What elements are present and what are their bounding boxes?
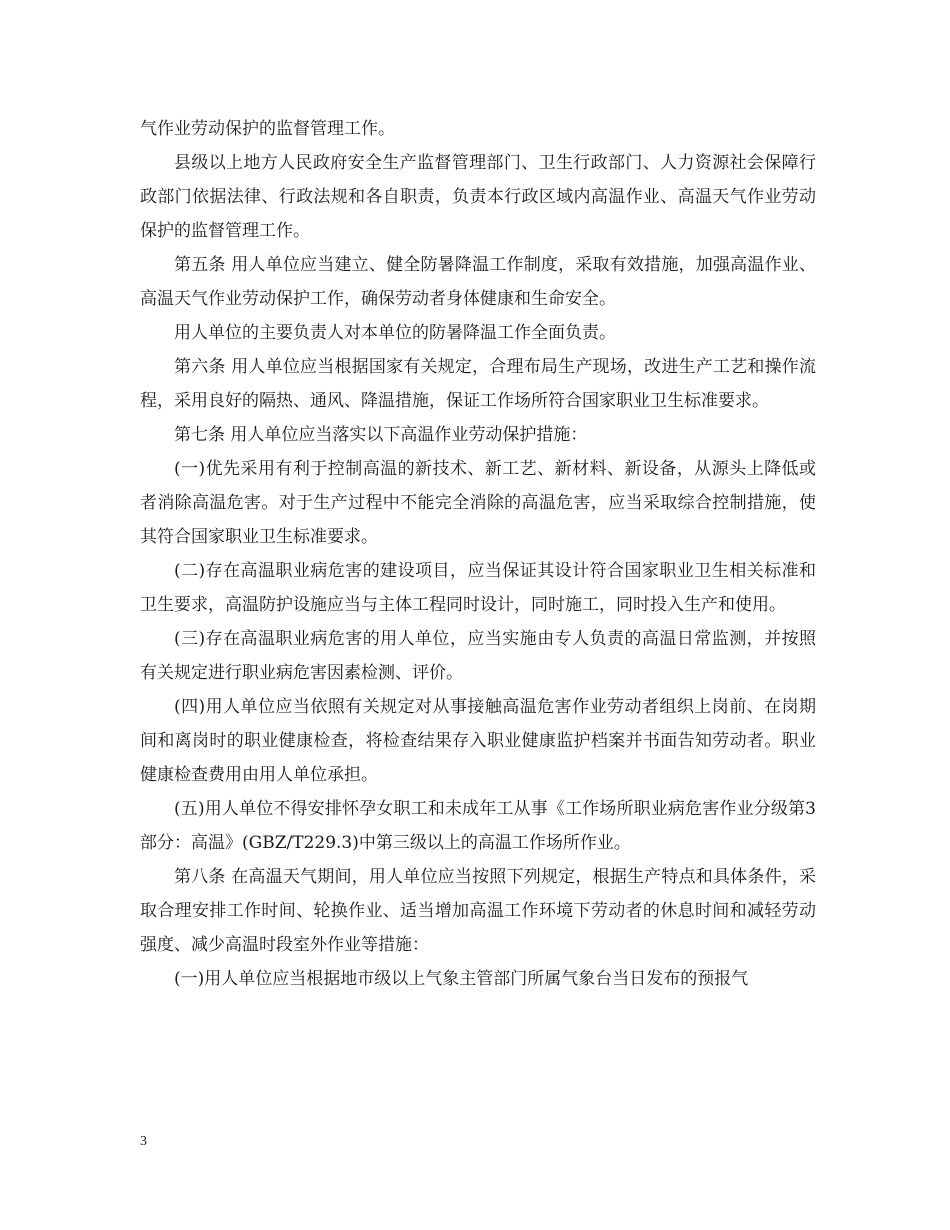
page-number: 3 [140, 1134, 147, 1149]
list-item: (二)存在高温职业病危害的建设项目，应当保证其设计符合国家职业卫生相关标准和卫生要求，高温防护设施应当与主体工程同时设计，同时施工，同时投入生产和使用。 [140, 561, 816, 615]
paragraph: 县级以上地方人民政府安全生产监督管理部门、卫生行政部门、人力资源社会保障行政部门依据法律、行政法规和各自职责，负责本行政区域内高温作业、高温天气作业劳动保护的监督管理工作。 [140, 153, 816, 241]
paragraph: 气作业劳动保护的监督管理工作。 [140, 119, 395, 139]
paragraph: 用人单位的主要负责人对本单位的防暑降温工作全面负责。 [174, 323, 616, 343]
list-item: (三)存在高温职业病危害的用人单位，应当实施由专人负责的高温日常监测，并按照有关规定进行职业病危害因素检测、评价。 [140, 629, 816, 683]
document-body [140, 112, 816, 996]
list-item: (五)用人单位不得安排怀孕女职工和未成年工从事《工作场所职业病危害作业分级第3部分：高温》(GBZ/T229.3)中第三级以上的高温工作场所作业。 [140, 799, 816, 853]
paragraph-article-6: 第六条 用人单位应当根据国家有关规定，合理布局生产现场，改进生产工艺和操作流程，采用良好的隔热、通风、降温措施，保证工作场所符合国家职业卫生标准要求。 [140, 357, 816, 411]
list-item: (一)用人单位应当根据地市级以上气象主管部门所属气象台当日发布的预报气 [174, 969, 749, 989]
list-item: (一)优先采用有利于控制高温的新技术、新工艺、新材料、新设备，从源头上降低或者消除高温危害。对于生产过程中不能完全消除的高温危害，应当采取综合控制措施，使其符合国家职业卫生标准要求。 [140, 459, 816, 547]
list-item: (四)用人单位应当依照有关规定对从事接触高温危害作业劳动者组织上岗前、在岗期间和离岗时的职业健康检查，将检查结果存入职业健康监护档案并书面告知劳动者。职业健康检查费用由用人单位承担。 [140, 697, 816, 785]
paragraph-article-8: 第八条 在高温天气期间，用人单位应当按照下列规定，根据生产特点和具体条件，采取合理安排工作时间、轮换作业、适当增加高温工作环境下劳动者的休息时间和减轻劳动强度、减少高温时段室外作业等措施： [140, 867, 816, 955]
paragraph-article-7: 第七条 用人单位应当落实以下高温作业劳动保护措施： [174, 425, 588, 445]
paragraph-article-5: 第五条 用人单位应当建立、健全防暑降温工作制度，采取有效措施，加强高温作业、高温天气作业劳动保护工作，确保劳动者身体健康和生命安全。 [140, 255, 816, 309]
